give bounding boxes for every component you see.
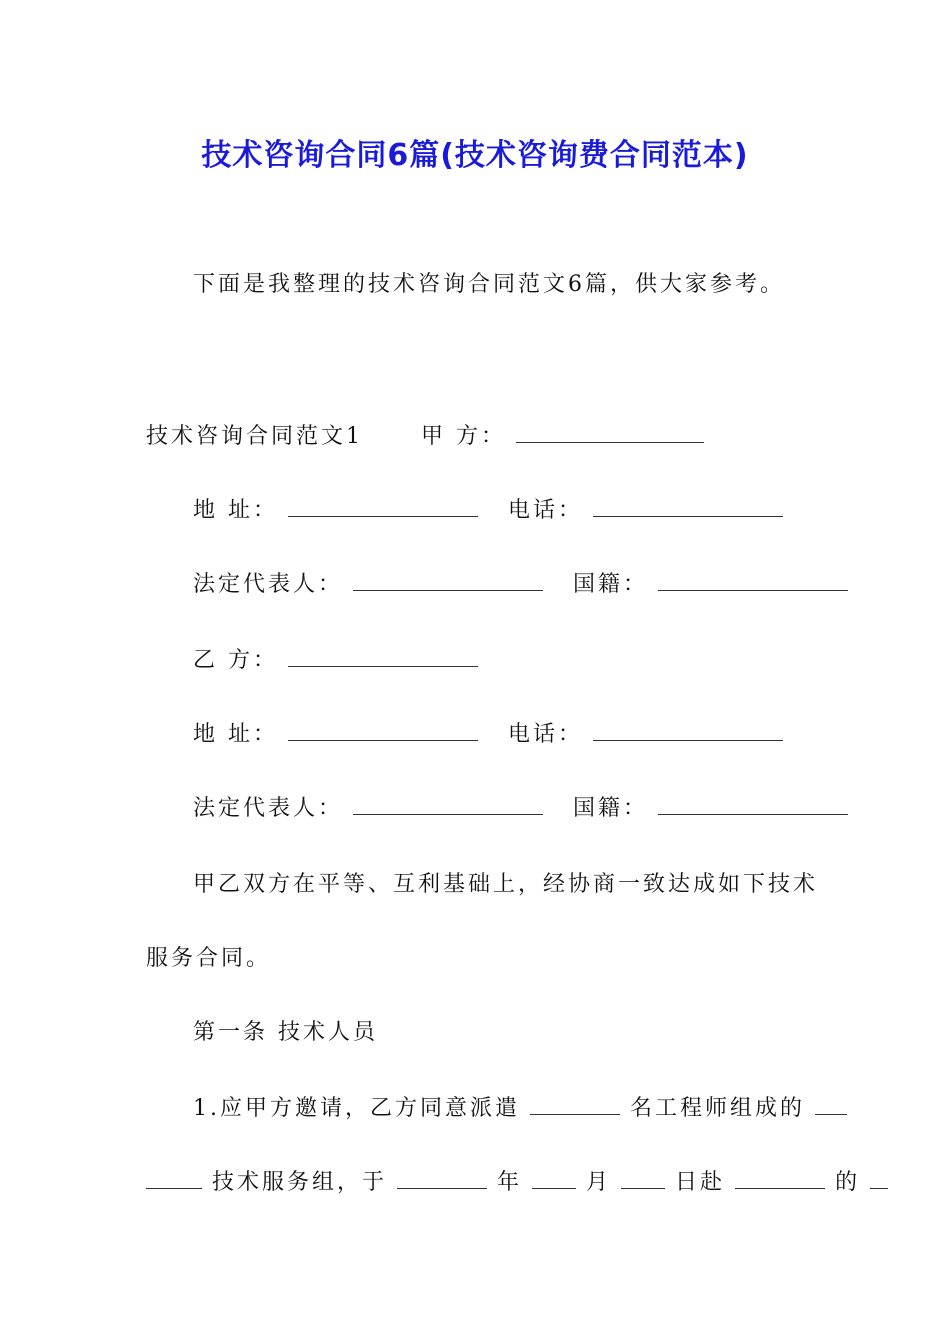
engineer-count-blank <box>530 1094 620 1115</box>
party-b-blank <box>288 646 478 667</box>
day-label: 日赴 <box>675 1170 726 1195</box>
destination-suffix: 的 <box>835 1170 861 1195</box>
party-a-blank <box>516 422 704 443</box>
day-blank <box>621 1168 665 1189</box>
agreement-line-2: 服务合同。 <box>146 946 272 971</box>
intro-paragraph: 下面是我整理的技术咨询合同范文6篇，供大家参考。 <box>193 272 785 297</box>
party-b-line <box>193 646 478 676</box>
rep-blank <box>353 794 543 815</box>
party-a-rep-line <box>193 570 848 600</box>
year-label: 年 <box>497 1170 523 1195</box>
address-label: 地 址： <box>193 498 278 523</box>
trailing-blank <box>870 1168 888 1189</box>
destination-blank <box>735 1168 825 1189</box>
rep-blank <box>353 570 543 591</box>
team-name-blank-end <box>146 1168 202 1189</box>
team-name-blank-start <box>815 1094 847 1115</box>
clause-1-text-c: 技术服务组，于 <box>212 1170 388 1195</box>
month-label: 月 <box>586 1170 612 1195</box>
contract-header-line <box>146 422 704 452</box>
article-1-heading: 第一条 技术人员 <box>193 1020 378 1045</box>
nationality-label: 国籍： <box>573 796 649 821</box>
party-a-label: 甲 方： <box>421 424 506 449</box>
address-blank <box>288 720 478 741</box>
agreement-line-1: 甲乙双方在平等、互利基础上，经协商一致达成如下技术 <box>193 872 819 897</box>
clause-1-text-b: 名工程师组成的 <box>630 1096 806 1121</box>
year-blank <box>397 1168 487 1189</box>
phone-label: 电话： <box>508 498 584 523</box>
nationality-blank <box>658 570 848 591</box>
rep-label: 法定代表人： <box>193 572 344 597</box>
contract-sample-label: 技术咨询合同范文1 <box>146 424 363 449</box>
phone-blank <box>593 720 783 741</box>
clause-1-line-1 <box>193 1094 847 1124</box>
phone-label: 电话： <box>508 722 584 747</box>
address-label: 地 址： <box>193 722 278 747</box>
phone-blank <box>593 496 783 517</box>
clause-1-text-a: 1.应甲方邀请，乙方同意派遣 <box>193 1096 520 1121</box>
address-blank <box>288 496 478 517</box>
party-a-address-line <box>193 496 783 526</box>
clause-1-line-2 <box>146 1168 888 1198</box>
document-title: 技术咨询合同6篇(技术咨询费合同范本) <box>201 138 749 173</box>
party-b-rep-line <box>193 794 848 824</box>
nationality-blank <box>658 794 848 815</box>
party-b-address-line <box>193 720 783 750</box>
nationality-label: 国籍： <box>573 572 649 597</box>
rep-label: 法定代表人： <box>193 796 344 821</box>
party-b-label: 乙 方： <box>193 648 278 673</box>
month-blank <box>532 1168 576 1189</box>
